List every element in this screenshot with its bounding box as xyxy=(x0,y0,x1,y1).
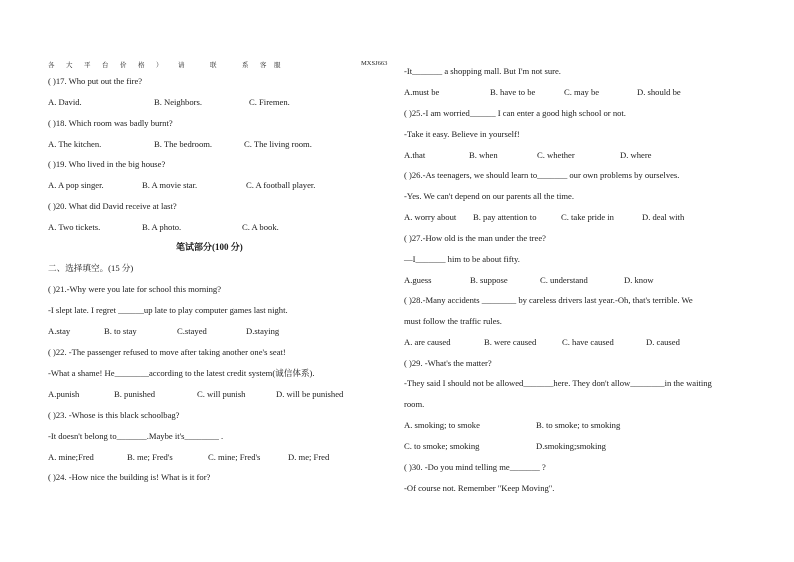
q24-answer-line: -It_______ a shopping mall. But I'm not sure. xyxy=(404,66,561,76)
q30-line2: -Of course not. Remember "Keep Moving". xyxy=(404,483,555,493)
q18-option-b: B. The bedroom. xyxy=(154,139,213,149)
header-char: 系 xyxy=(242,62,249,69)
q17-option-c: C. Firemen. xyxy=(249,97,290,107)
q26-option-a: A. worry about xyxy=(404,212,457,222)
q25-option-c: C. whether xyxy=(537,150,575,160)
q27-stem: ( )27.-How old is the man under the tree? xyxy=(404,233,546,243)
q19-option-c: C. A football player. xyxy=(246,180,316,190)
q21-line2: -I slept late. I regret ______up late to play computer games last night. xyxy=(48,305,288,315)
header-char: 价 xyxy=(120,62,127,69)
q29-line2: -They said I should not be allowed_______here. They don't allow________in the waiting xyxy=(404,378,712,388)
q18-option-a: A. The kitchen. xyxy=(48,139,102,149)
q27-option-b: B. suppose xyxy=(470,275,508,285)
section-2-heading: 二、选择填空。(15 分) xyxy=(48,263,134,273)
q28-stem: ( )28.-Many accidents ________ by careless drivers last year.-Oh, that's terrible. We xyxy=(404,295,693,305)
header-char: 请 xyxy=(178,62,185,69)
q22-line2: -What a shame! He________according to the latest credit system(诚信体系). xyxy=(48,368,315,378)
q23-stem: ( )23. -Whose is this black schoolbag? xyxy=(48,410,180,420)
q26-option-c: C. take pride in xyxy=(561,212,614,222)
q21-option-c: C.stayed xyxy=(177,326,207,336)
q23-line2: -It doesn't belong to_______.Maybe it's________ . xyxy=(48,431,224,441)
header-char: 各 xyxy=(48,62,55,69)
q21-option-d: D.staying xyxy=(246,326,280,336)
q28-option-d: D. caused xyxy=(646,337,680,347)
q22-option-a: A.punish xyxy=(48,389,80,399)
q22-stem: ( )22. -The passenger refused to move after taking another one's seat! xyxy=(48,347,286,357)
q20-option-a: A. Two tickets. xyxy=(48,222,101,232)
q29-option-d: D.smoking;smoking xyxy=(536,441,606,451)
q19-option-b: B. A movie star. xyxy=(142,180,198,190)
q24-option-c: C. may be xyxy=(564,87,600,97)
q22-option-d: D. will be punished xyxy=(276,389,344,399)
header-char: 客 xyxy=(260,62,267,69)
q27-option-d: D. know xyxy=(624,275,654,285)
header-char: 服 xyxy=(274,62,281,69)
q28-option-b: B. were caused xyxy=(484,337,537,347)
q27-line2: —I_______ him to be about fifty. xyxy=(404,254,520,264)
q23-option-a: A. mine;Fred xyxy=(48,452,94,462)
q22-option-c: C. will punish xyxy=(197,389,246,399)
q20-stem: ( )20. What did David receive at last? xyxy=(48,201,177,211)
q21-option-a: A.stay xyxy=(48,326,71,336)
q21-option-b: B. to stay xyxy=(104,326,137,336)
q23-option-c: C. mine; Fred's xyxy=(208,452,261,462)
header-char: ） xyxy=(156,62,163,69)
q29-option-a: A. smoking; to smoke xyxy=(404,420,480,430)
q27-option-c: C. understand xyxy=(540,275,588,285)
q29-stem: ( )29. -What's the matter? xyxy=(404,358,492,368)
q24-stem: ( )24. -How nice the building is! What is it for? xyxy=(48,472,211,482)
header-char: 大 xyxy=(66,62,73,69)
q26-option-d: D. deal with xyxy=(642,212,685,222)
q24-option-d: D. should be xyxy=(637,87,681,97)
q25-stem: ( )25.-I am worried______ I can enter a good high school or not. xyxy=(404,108,626,118)
q29-option-c: C. to smoke; smoking xyxy=(404,441,480,451)
q25-option-b: B. when xyxy=(469,150,498,160)
q18-stem: ( )18. Which room was badly burnt? xyxy=(48,118,173,128)
q20-option-c: C. A book. xyxy=(242,222,279,232)
q24-option-a: A.must be xyxy=(404,87,440,97)
q28-option-c: C. have caused xyxy=(562,337,614,347)
q19-option-a: A. A pop singer. xyxy=(48,180,104,190)
header-char: 平 xyxy=(84,62,91,69)
header-char: 格 xyxy=(138,62,145,69)
q25-option-d: D. where xyxy=(620,150,652,160)
q17-option-b: B. Neighbors. xyxy=(154,97,202,107)
q17-option-a: A. David. xyxy=(48,97,82,107)
q21-stem: ( )21.-Why were you late for school this morning? xyxy=(48,284,222,294)
q24-option-b: B. have to be xyxy=(490,87,536,97)
q28-line2: must follow the traffic rules. xyxy=(404,316,502,326)
q29-line3: room. xyxy=(404,399,425,409)
q29-option-b: B. to smoke; to smoking xyxy=(536,420,621,430)
q22-option-b: B. punished xyxy=(114,389,156,399)
paper-code: MXSJ663 xyxy=(361,60,388,67)
q23-option-b: B. me; Fred's xyxy=(127,452,173,462)
q23-option-d: D. me; Fred xyxy=(288,452,330,462)
q28-option-a: A. are caused xyxy=(404,337,451,347)
header-char: 台 xyxy=(102,62,109,69)
q25-option-a: A.that xyxy=(404,150,426,160)
q30-stem: ( )30. -Do you mind telling me_______ ? xyxy=(404,462,546,472)
q26-stem: ( )26.-As teenagers, we should learn to_______ our own problems by ourselves. xyxy=(404,170,680,180)
written-section-title: 笔试部分(100 分) xyxy=(176,242,243,252)
header-char: 联 xyxy=(210,62,217,69)
q17-stem: ( )17. Who put out the fire? xyxy=(48,76,143,86)
q25-line2: -Take it easy. Believe in yourself! xyxy=(404,129,520,139)
q18-option-c: C. The living room. xyxy=(244,139,312,149)
q26-option-b: B. pay attention to xyxy=(473,212,537,222)
q20-option-b: B. A photo. xyxy=(142,222,182,232)
q27-option-a: A.guess xyxy=(404,275,432,285)
q19-stem: ( )19. Who lived in the big house? xyxy=(48,159,166,169)
q26-line2: -Yes. We can't depend on our parents all the time. xyxy=(404,191,574,201)
